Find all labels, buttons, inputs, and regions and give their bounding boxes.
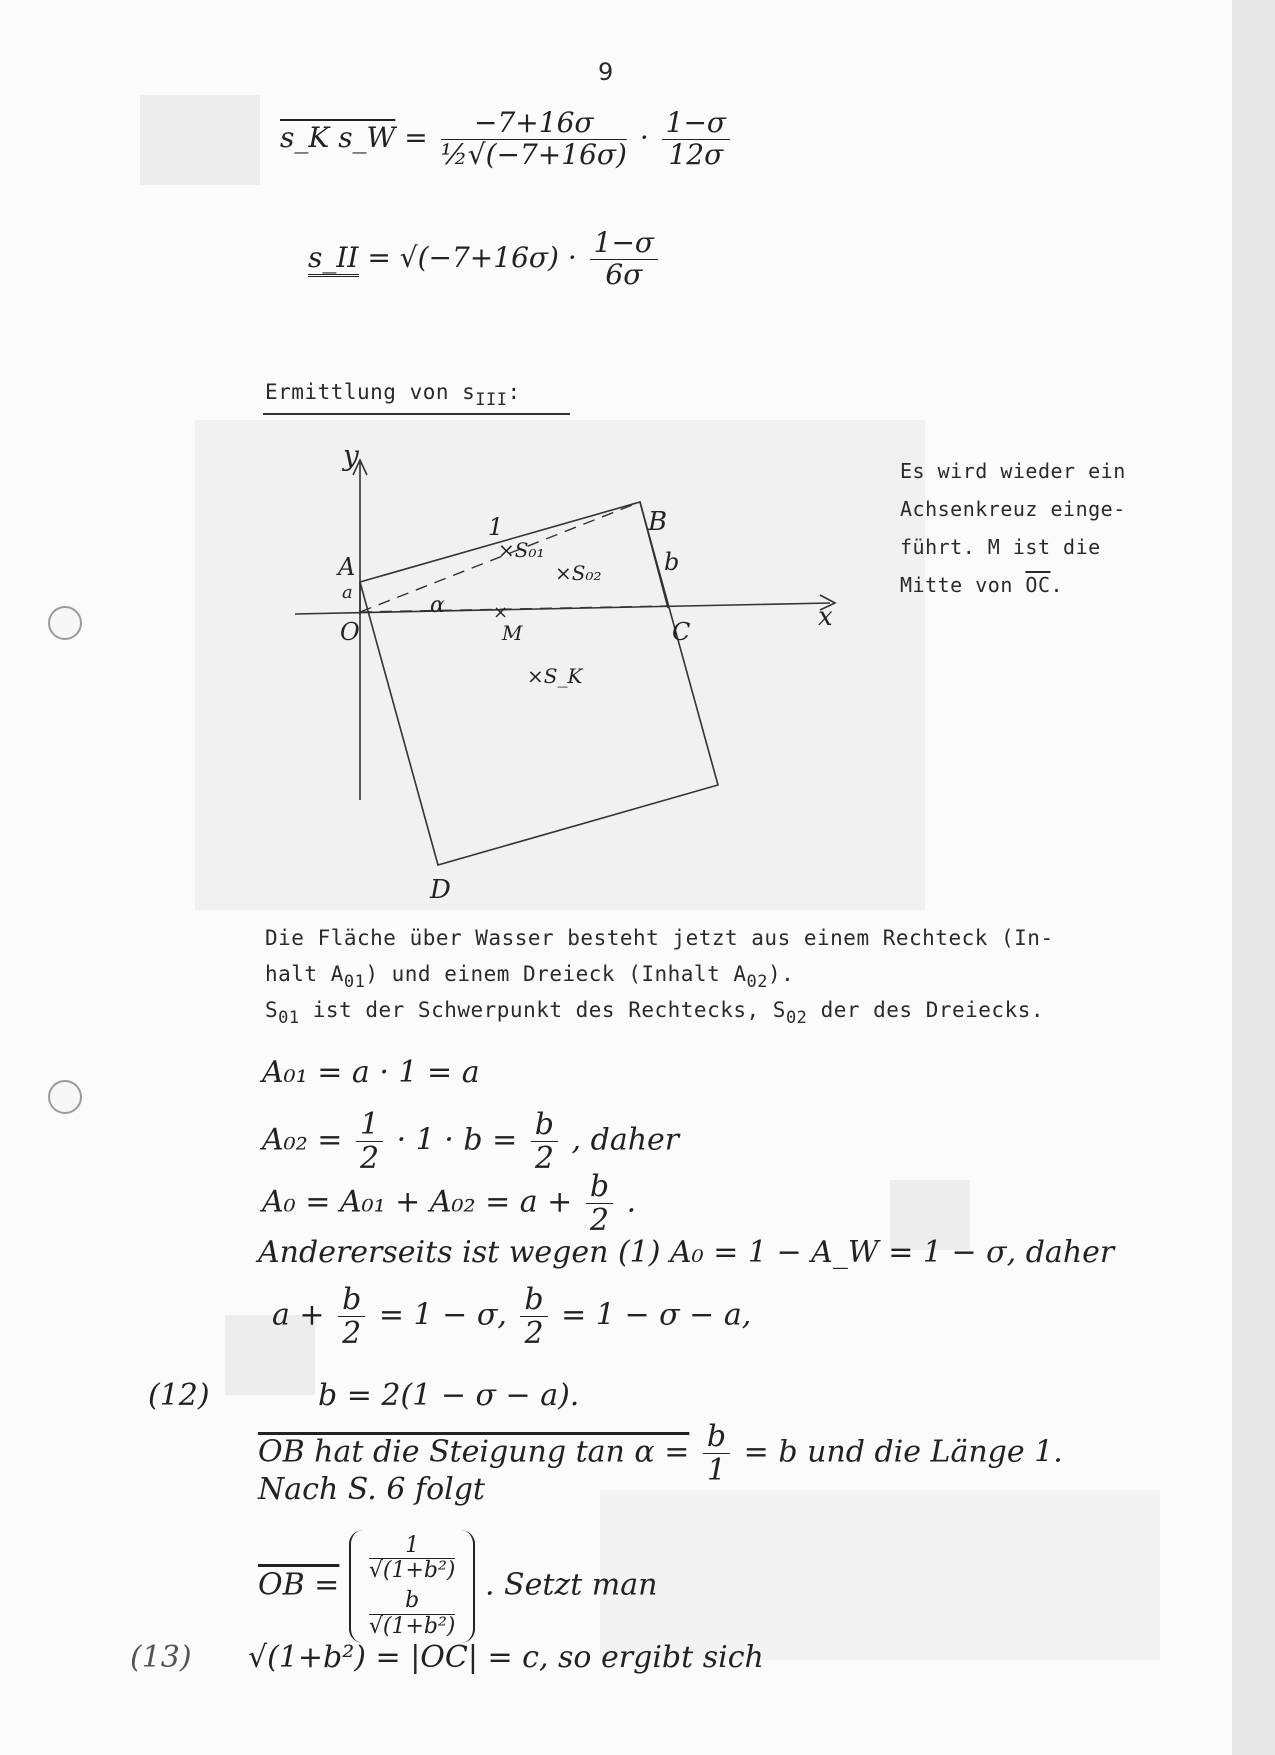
fraction: 1 √(1+b²) <box>368 1533 456 1584</box>
equation-number-12: (12) <box>148 1378 210 1413</box>
label-M: M <box>502 621 523 645</box>
punch-hole <box>48 606 82 640</box>
hand-line-9: OB = 1 √(1+b²) b √(1+b²) . Setzt man <box>258 1530 657 1643</box>
page-number: 9 <box>598 58 614 86</box>
side-text <box>900 452 1126 604</box>
side-line: Mitte von $\overline{OC}$. <box>900 573 1064 597</box>
fraction: $\frac{b}{2}$ <box>531 1108 558 1175</box>
formula-lhs: s_II <box>308 241 359 277</box>
label-one: 1 <box>488 513 504 541</box>
hand-line-3: A₀ = A₀₁ + A₀₂ = a + $\frac{b}{2}$ . <box>262 1169 637 1238</box>
hand-line-6: b = 2(1 − σ − a). <box>318 1378 580 1413</box>
label-C: C <box>672 618 691 646</box>
label-D: D <box>430 875 451 905</box>
label-O: O <box>340 618 360 646</box>
formula-sk-sw: s_K s_W = $\frac{-7+16\sigma}{\text{½√(−7+16σ)}}$ · $\frac{1-\sigma}{12\sigma}$ <box>280 108 734 171</box>
hand-line-7: OB hat die Steigung tan α = $\frac{b}{1}$ = b und die Länge 1. <box>258 1419 1063 1488</box>
label-y-axis: y <box>343 440 359 472</box>
formula-lhs: s_K s_W <box>280 120 396 154</box>
label-s02: ×S₀₂ <box>555 561 602 585</box>
hand-line-1: A₀₁ = a · 1 = a <box>262 1055 480 1090</box>
hand-line-4: Andererseits ist wegen (1) A₀ = 1 − A_W = 1 − σ, daher <box>258 1235 1115 1270</box>
side-line: Achsenkreuz einge- <box>900 497 1126 521</box>
fraction: $\frac{1-\sigma}{12\sigma}$ <box>662 108 730 171</box>
section-heading: Ermittlung von $s_{III}$: <box>265 380 521 410</box>
formula-s-II: s_II = √(−7+16σ) · $\frac{1-\sigma}{6\sigma}$ <box>308 228 662 291</box>
label-sk: ×S_K <box>527 664 583 688</box>
label-x-axis: x <box>818 602 833 632</box>
paragraph-line: halt $A_{01}$) und einem Dreieck (Inhalt $A_{02}$). <box>265 962 795 992</box>
tape-patch <box>600 1490 1160 1660</box>
punch-hole <box>48 1080 82 1114</box>
fraction: $\frac{b}{1}$ <box>703 1420 730 1487</box>
tape-patch <box>140 95 260 185</box>
fraction: $\frac{b}{2}$ <box>338 1283 365 1350</box>
point-M: × <box>493 602 509 623</box>
side-line: führt. M ist die <box>900 535 1101 559</box>
heading-underline <box>263 413 570 415</box>
paragraph-line: Die Fläche über Wasser besteht jetzt aus einem Rechteck (In- <box>265 926 1054 950</box>
hand-line-5: a + $\frac{b}{2}$ = 1 − σ, $\frac{b}{2}$ = 1 − σ − a, <box>272 1282 752 1351</box>
fraction: $\frac{-7+16\sigma}{\text{½√(−7+16σ)}}$ <box>440 106 627 171</box>
side-line: Es wird wieder ein <box>900 459 1126 483</box>
equation-number-13: (13) <box>130 1640 192 1675</box>
label-A: A <box>338 553 356 581</box>
fraction: $\frac{1}{2}$ <box>356 1108 383 1175</box>
hand-line-2: A₀₂ = $\frac{1}{2}$ · 1 · b = $\frac{b}{2}$ , daher <box>262 1107 680 1176</box>
page-edge-shadow <box>1232 0 1275 1755</box>
hand-line-8: Nach S. 6 folgt <box>258 1472 485 1507</box>
fraction: $\frac{1-\sigma}{6\sigma}$ <box>590 228 658 291</box>
label-a: a <box>342 582 353 603</box>
vector-ob <box>349 1530 476 1643</box>
label-b: b <box>664 548 680 576</box>
fraction: $\frac{b}{2}$ <box>520 1283 547 1350</box>
label-s01: ×S₀₁ <box>498 538 545 562</box>
fraction: $\frac{b}{2}$ <box>586 1170 613 1237</box>
hand-line-10: √(1+b²) = |OC| = c, so ergibt sich <box>248 1640 764 1675</box>
geometry-diagram <box>250 440 870 910</box>
label-alpha: α <box>430 593 445 618</box>
fraction: b √(1+b²) <box>368 1588 456 1639</box>
label-B: B <box>648 507 668 537</box>
paragraph-line: $S_{01}$ ist der Schwerpunkt des Rechtecks, $S_{02}$ der des Dreiecks. <box>265 998 1044 1028</box>
